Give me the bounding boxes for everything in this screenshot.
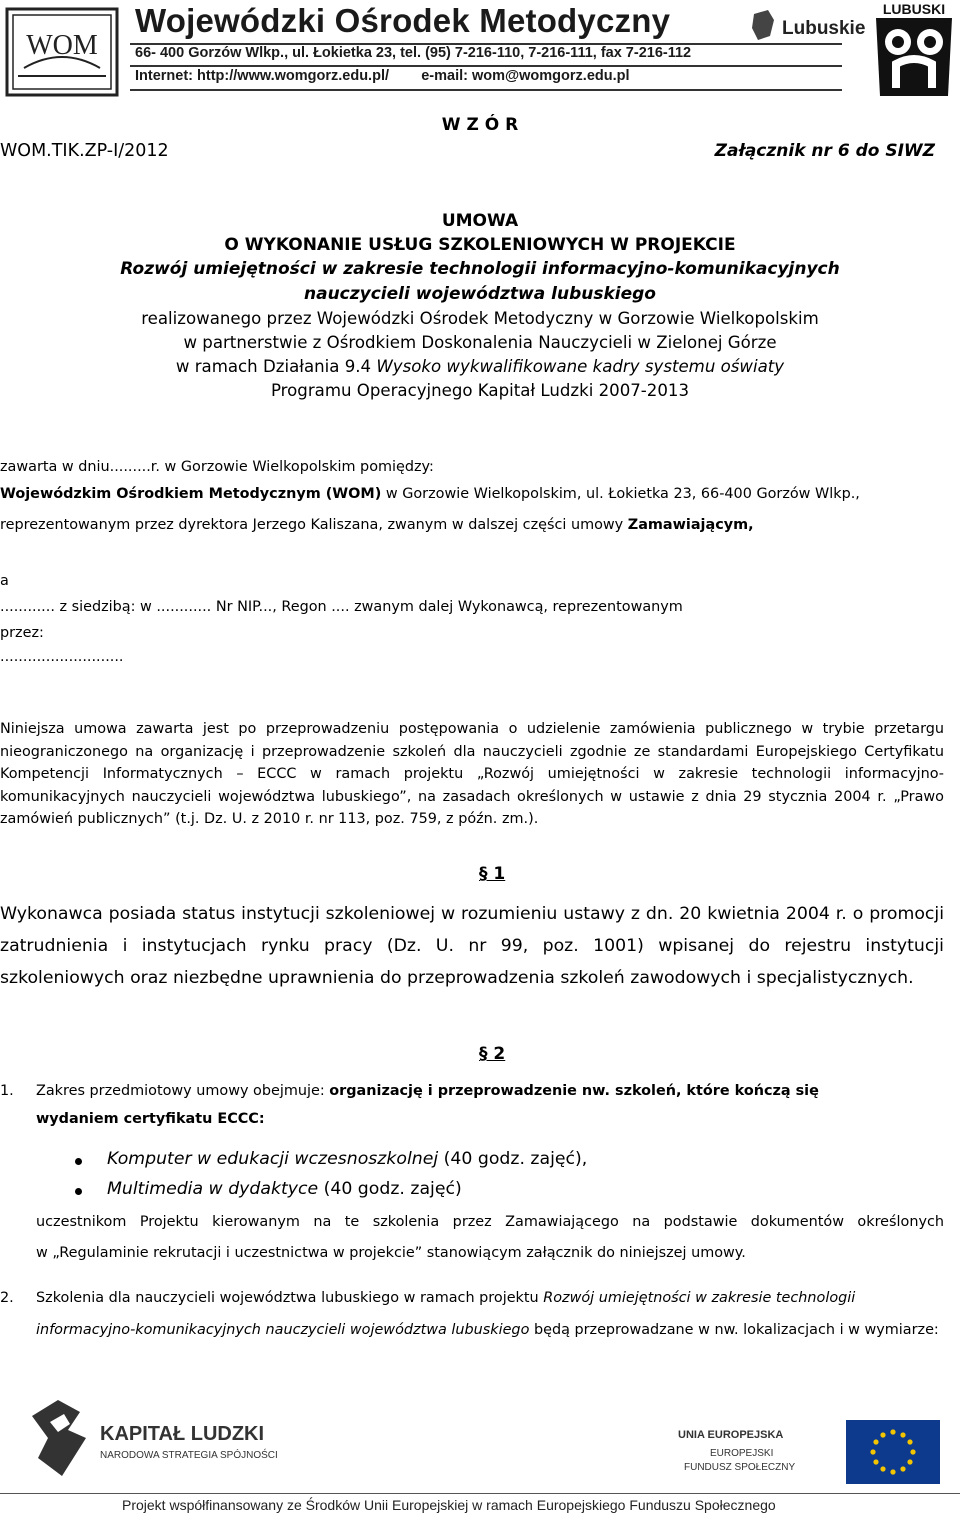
project-title-line-1: Rozwój umiejętności w zakresie technologii informacyjno-komunikacyjnych bbox=[120, 259, 840, 279]
lubuski-od-logo bbox=[870, 0, 958, 100]
parties-a: a bbox=[0, 573, 9, 589]
item-2-text-a: Szkolenia dla nauczycieli województwa lubuskiego w ramach projektu bbox=[36, 1290, 544, 1306]
item-1-text-a: Zakres przedmiotowy umowy obejmuje: bbox=[36, 1083, 330, 1099]
course-1-name: Komputer w edukacji wczesnoszkolnej bbox=[107, 1149, 439, 1169]
wzor-label: W Z Ó R bbox=[441, 115, 519, 135]
title-line-6: w partnerstwie z Ośrodkiem Doskonalenia Nauczycieli w Zielonej Górze bbox=[183, 333, 777, 352]
project-title-line-2: nauczycieli województwa lubuskiego bbox=[304, 284, 656, 304]
parties-line-3 bbox=[0, 517, 754, 533]
course-1 bbox=[107, 1149, 587, 1169]
title-line-7-a: w ramach Działania 9.4 bbox=[175, 357, 377, 376]
course-1-hours: (40 godz. zajęć), bbox=[438, 1149, 588, 1169]
title-umowa: UMOWA bbox=[441, 211, 519, 231]
header-address: 66- 400 Gorzów Wlkp., ul. Łokietka 23, tel. (95) 7-216-110, 7-216-111, fax 7-216-112 bbox=[135, 45, 692, 61]
parties-line-5: przez: bbox=[0, 625, 44, 641]
header-internet: Internet: http://www.womgorz.edu.pl/ e-mail: wom@womgorz.edu.pl bbox=[135, 68, 630, 84]
course-2-hours: (40 godz. zajęć) bbox=[318, 1179, 462, 1199]
item-2-text-b: Rozwój umiejętności w zakresie technologii bbox=[543, 1290, 856, 1306]
header-rule-mid bbox=[130, 65, 842, 67]
item-1-line-1 bbox=[36, 1083, 944, 1099]
title-line-5: realizowanego przez Wojewódzki Ośrodek Metodyczny w Gorzowie Wielkopolskim bbox=[141, 309, 819, 328]
title-line-2: O WYKONANIE USŁUG SZKOLENIOWYCH W PROJEKCIE bbox=[224, 235, 736, 255]
party-wom-address: w Gorzowie Wielkopolskim, ul. Łokietka 23, 66-400 Gorzów Wlkp., bbox=[381, 486, 860, 502]
bullet-icon bbox=[75, 1188, 82, 1195]
eu-subtitle-1: EUROPEJSKI bbox=[710, 1448, 774, 1459]
document-reference: WOM.TIK.ZP-I/2012 bbox=[0, 141, 169, 161]
eu-logo bbox=[676, 1418, 946, 1488]
kl-subtitle: NARODOWA STRATEGIA SPÓJNOŚCI bbox=[100, 1450, 278, 1461]
title-line-8: Programu Operacyjnego Kapitał Ludzki 2007-2013 bbox=[270, 381, 690, 400]
kapital-ludzki-logo bbox=[28, 1392, 328, 1482]
item-1-after-line-2: w „Regulaminie rekrutacji i uczestnictwa w projekcie” stanowiącym załącznik do niniejszej umowy. bbox=[36, 1245, 746, 1261]
title-line-7 bbox=[0, 357, 960, 376]
footer-note: Projekt współfinansowany ze Środków Unii Europejskiej w ramach Europejskiego Funduszu Społecznego bbox=[122, 1497, 776, 1513]
item-1-after-line-1: uczestnikom Projektu kierowanym na te szkolenia przez Zamawiającego na podstawie dokumentów określonych bbox=[36, 1214, 944, 1230]
item-2-line-1 bbox=[36, 1290, 855, 1306]
wom-logo bbox=[4, 6, 120, 98]
eu-title: UNIA EUROPEJSKA bbox=[678, 1429, 784, 1441]
bullet-icon bbox=[75, 1158, 82, 1165]
footer-rule bbox=[0, 1493, 960, 1494]
item-1-text-b: organizację i przeprowadzenie nw. szkoleń, które kończą się bbox=[329, 1083, 819, 1099]
item-1-number: 1. bbox=[0, 1083, 14, 1099]
intro-paragraph: Niniejsza umowa zawarta jest po przeprowadzeniu postępowania o udzielenie zamówienia publicznego w trybie przetargu nieograniczonego na organizację i przeprowadzenie szkoleń dla nauczycieli zgodnie ze standardami Europejskiego Certyfikatu Kompetencji Informatycznych – ECCC w ramach projektu „Rozwój umiejętności w zakresie technologii informacyjno-komunikacyjnych nauczycieli województwa lubuskiego”, na zasadach określonych w ustawie z dnia 29 stycznia 2004 r. „Prawo zamówień publicznych” (t.j. Dz. U. z 2010 r. nr 113, poz. 759, z późn. zm.). bbox=[0, 721, 944, 828]
party-representative: reprezentowanym przez dyrektora Jerzego Kaliszana, zwanym w dalszej części umowy bbox=[0, 517, 628, 533]
party-zamawiajacy: Zamawiającym, bbox=[627, 517, 754, 533]
course-2 bbox=[107, 1179, 462, 1199]
party-wom: Wojewódzkim Ośrodkiem Metodycznym (WOM) bbox=[0, 486, 382, 502]
course-2-name: Multimedia w dydaktyce bbox=[107, 1179, 319, 1199]
header-rule-bottom bbox=[130, 89, 842, 91]
section-1-heading: § 1 bbox=[479, 864, 506, 884]
eu-subtitle-2: FUNDUSZ SPOŁECZNY bbox=[684, 1462, 796, 1473]
wom-logo-text: WOM bbox=[26, 30, 98, 61]
item-2-line-2 bbox=[36, 1322, 939, 1338]
region-name: Lubuskie bbox=[782, 18, 866, 39]
lubuskie-logo bbox=[748, 6, 866, 46]
section-1-text: Wykonawca posiada status instytucji szkoleniowej w rozumieniu ustawy z dn. 20 kwietnia 2004 r. o promocji zatrudnienia i instytucjach rynku pracy (Dz. U. nr 99, poz. 1001) wpisanej do rejestru instytucji szkoleniowych oraz niezbędne uprawnienia do przeprowadzenia szkoleń zawodowych i specjalistycznych. bbox=[0, 904, 944, 988]
kl-title: KAPITAŁ LUDZKI bbox=[100, 1423, 265, 1445]
item-1-line-2: wydaniem certyfikatu ECCC: bbox=[36, 1111, 265, 1127]
item-2-text-d: będą przeprowadzane w nw. lokalizacjach i w wymiarze: bbox=[529, 1322, 939, 1338]
attachment-label: Załącznik nr 6 do SIWZ bbox=[714, 141, 935, 161]
lubuski-text: LUBUSKI bbox=[882, 1, 946, 17]
header-org-name: Wojewódzki Ośrodek Metodyczny bbox=[135, 2, 671, 39]
title-line-7-b: Wysoko wykwalifikowane kadry systemu oświaty bbox=[376, 357, 785, 376]
item-2-text-c: informacyjno-komunikacyjnych nauczycieli województwa lubuskiego bbox=[36, 1322, 530, 1338]
parties-line-4: ............ z siedzibą: w ............ Nr NIP..., Regon .... zwanym dalej Wykonawcą, reprezentowanym bbox=[0, 599, 683, 615]
parties-line-6: ........................... bbox=[0, 649, 124, 665]
section-2-heading: § 2 bbox=[479, 1044, 506, 1064]
parties-line-2 bbox=[0, 486, 860, 502]
item-2-number: 2. bbox=[0, 1290, 14, 1306]
parties-line-1: zawarta w dniu.........r. w Gorzowie Wielkopolskim pomiędzy: bbox=[0, 459, 434, 475]
